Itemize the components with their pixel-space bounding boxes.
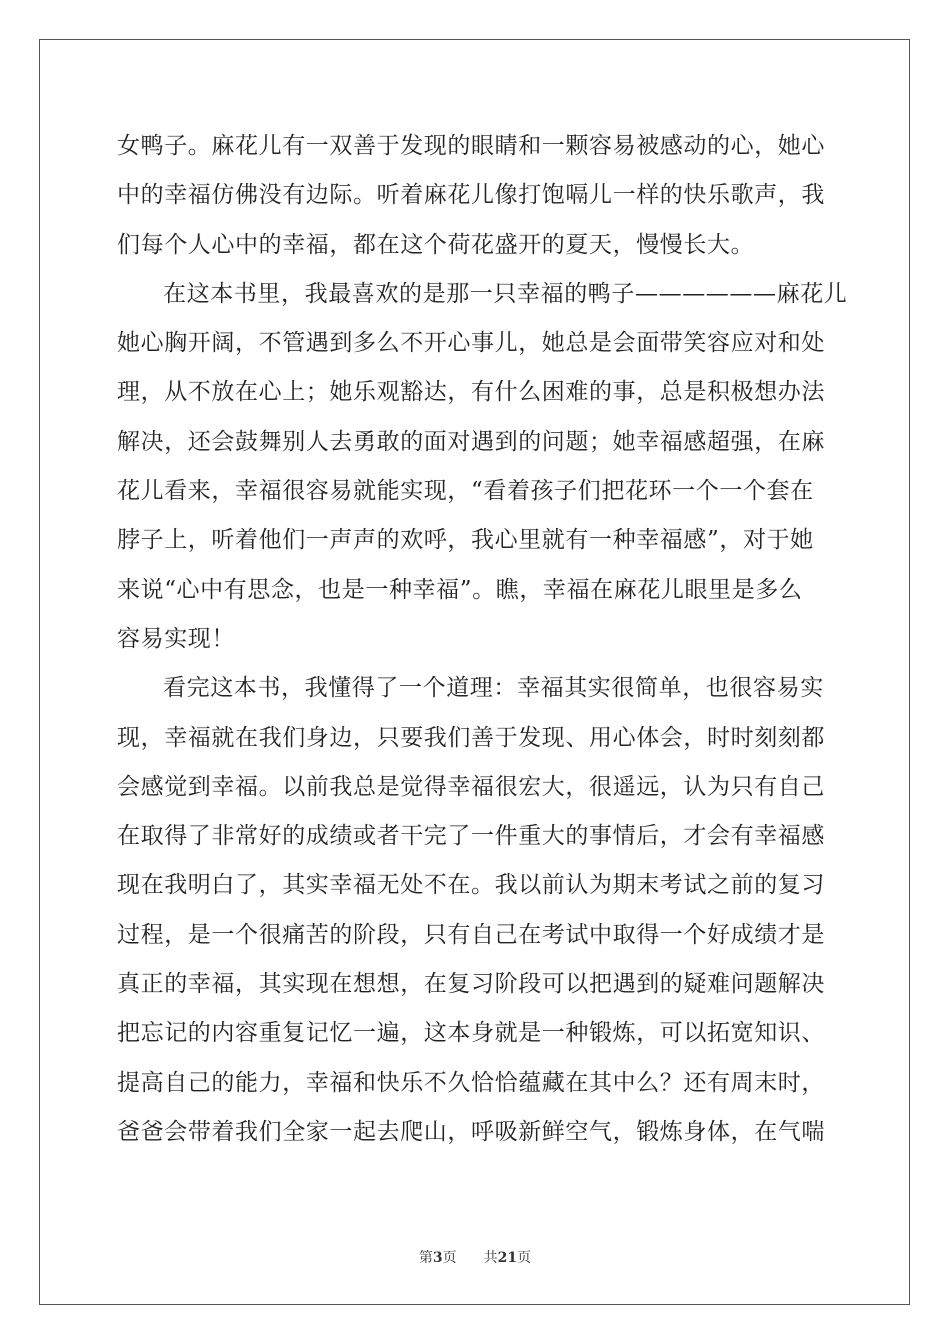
page-number <box>419 1247 457 1267</box>
text-line: 女鸭子。麻花儿有一双善于发现的眼睛和一颗容易被感动的心，她心 <box>117 133 825 159</box>
total-suffix: 页 <box>517 1250 532 1266</box>
text-line: 解决，还会鼓舞别人去勇敢的面对遇到的问题；她幸福感超强，在麻 <box>117 428 825 455</box>
text-line: 爸爸会带着我们全家一起去爬山，呼吸新鲜空气，锻炼身体，在气喘 <box>117 1118 825 1145</box>
text-line: 在这本书里，我最喜欢的是那一只幸福的鸭子——————麻花儿 <box>163 280 848 307</box>
text-line: 她心胸开阔，不管遇到多么不开心事儿，她总是会面带笑容应对和处 <box>117 330 825 357</box>
text-line: 脖子上，听着他们一声声的欢呼，我心里就有一种幸福感”，对于她 <box>117 527 814 554</box>
current-page: 3 <box>432 1250 443 1266</box>
total-pages: 21 <box>497 1250 518 1266</box>
text-line: 在取得了非常好的成绩或者干完了一件重大的事情后，才会有幸福感 <box>117 823 825 850</box>
text-block <box>117 122 848 1157</box>
text-line: 过程，是一个很痛苦的阶段，只有自己在考试中取得一个好成绩才是 <box>117 921 825 948</box>
text-line: 花儿看来，幸福很容易就能实现，“看着孩子们把花环一个一个套在 <box>117 478 814 505</box>
text-line: 现，幸福就在我们身边，只要我们善于发现、用心体会，时时刻刻都 <box>117 724 825 751</box>
text-line: 把忘记的内容重复记忆一遍，这本身就是一种锻炼，可以拓宽知识、 <box>117 1020 825 1047</box>
total-prefix: 共 <box>483 1250 498 1266</box>
page-suffix: 页 <box>442 1250 457 1266</box>
text-line: 中的幸福仿佛没有边际。听着麻花儿像打饱嗝儿一样的快乐歌声，我 <box>117 182 825 209</box>
text-line: 看完这本书，我懂得了一个道理：幸福其实很简单，也很容易实 <box>163 675 824 702</box>
text-line: 理，从不放在心上；她乐观豁达，有什么困难的事，总是积极想办法 <box>117 379 825 406</box>
text-line: 真正的幸福，其实现在想想，在复习阶段可以把遇到的疑难问题解决 <box>117 971 825 998</box>
text-line: 们每个人心中的幸福，都在这个荷花盛开的夏天，慢慢长大。 <box>117 231 755 258</box>
page-total <box>484 1247 531 1267</box>
page-prefix: 第 <box>418 1250 433 1266</box>
text-line: 会感觉到幸福。以前我总是觉得幸福很宏大，很遥远，认为只有自己 <box>117 773 825 800</box>
document-body <box>117 122 848 1157</box>
text-line: 提高自己的能力，幸福和快乐不久恰恰蕴藏在其中么？还有周末时， <box>117 1069 825 1096</box>
text-line: 现在我明白了，其实幸福无处不在。我以前认为期末考试之前的复习 <box>117 872 825 899</box>
text-line: 来说“心中有思念，也是一种幸福”。瞧，幸福在麻花儿眼里是多么 <box>117 576 803 603</box>
text-line: 容易实现！ <box>117 625 235 652</box>
page-footer <box>0 1247 950 1267</box>
